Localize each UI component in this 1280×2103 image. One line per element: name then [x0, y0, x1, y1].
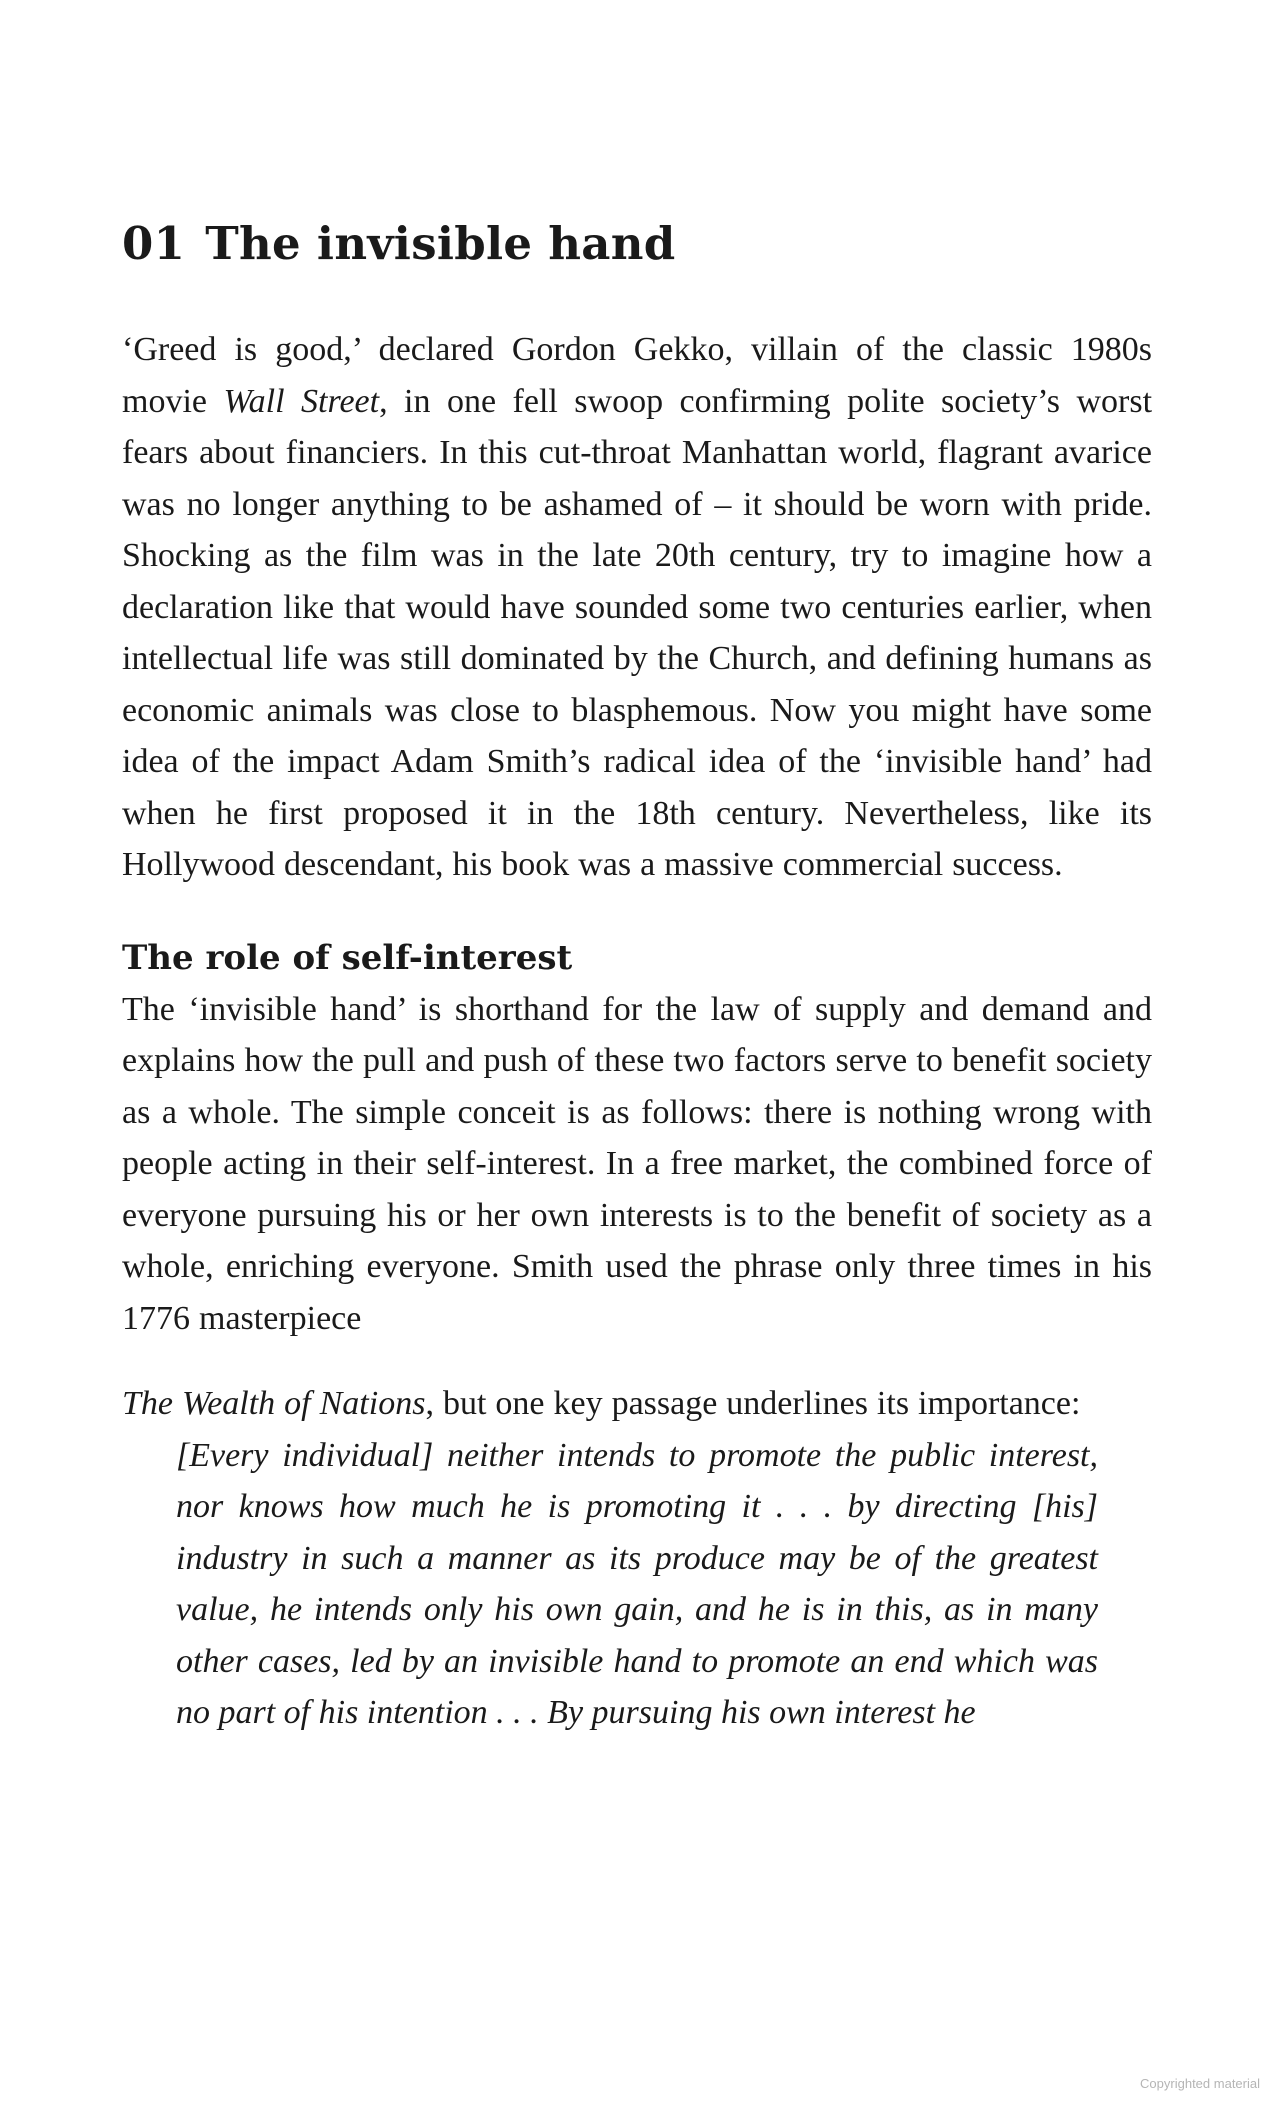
section-paragraph-continued: [122, 1378, 1152, 1430]
block-quote: [Every individual] neither intends to promote the public interest, nor knows how much he is promoting it . . . by directing [his] industry in such a manner as its produce may be of the greatest value, he intends only his own gain, and he is in this, as in many other cases, led by an invisible hand to promote an end which was no part of his intention . . . By pursuing his own interest he: [176, 1436, 1098, 1731]
intro-paragraph: [122, 324, 1152, 891]
section-heading: The role of self-interest: [122, 937, 573, 978]
section-paragraph-rest: , but one key passage underlines its importance:: [425, 1385, 1081, 1422]
chapter-title: [122, 208, 1152, 280]
section-paragraph: The ‘invisible hand’ is shorthand for the law of supply and demand and explains how the pull and push of these two factors serve to benefit society as a whole. The simple conceit is as follows: there is nothing wrong with people acting in their self-interest. In a free market, the combined force of everyone pursuing his or her own interests is to the benefit of society as a whole, enriching everyone. Smith used the phrase only three times in his 1776 masterpiece: [122, 990, 1152, 1337]
chapter-title-text: The invisible hand: [205, 217, 676, 270]
intro-rest-text: , in one fell swoop confirming polite society’s worst fears about financiers. In this cut-throat Manhattan world, flagrant avarice was no longer anything to be ashamed of – it should be worn with pride. Shocking as the film was in the late 20th century, try to imagine how a declaration like that would have sounded some two centuries earlier, when intellectual life was still dominated by the Church, and defining humans as economic animals was close to blasphemous. Now you might have some idea of the impact Adam Smith’s radical idea of the ‘invisible hand’ had when he first proposed it in the 18th century. Nevertheless, like its Hollywood descendant, his book was a massive commercial success.: [122, 382, 1153, 883]
film-title: Wall Street: [223, 382, 380, 420]
page-content: [122, 208, 1152, 1739]
copyright-notice: Copyrighted material: [1140, 2076, 1260, 2091]
book-title: The Wealth of Nations: [122, 1385, 426, 1422]
intro-quote-text: ‘Greed is good,’ declared Gordon Gekko, villain of the classic 1980s movie: [122, 331, 1152, 420]
chapter-number: 01: [122, 217, 186, 270]
